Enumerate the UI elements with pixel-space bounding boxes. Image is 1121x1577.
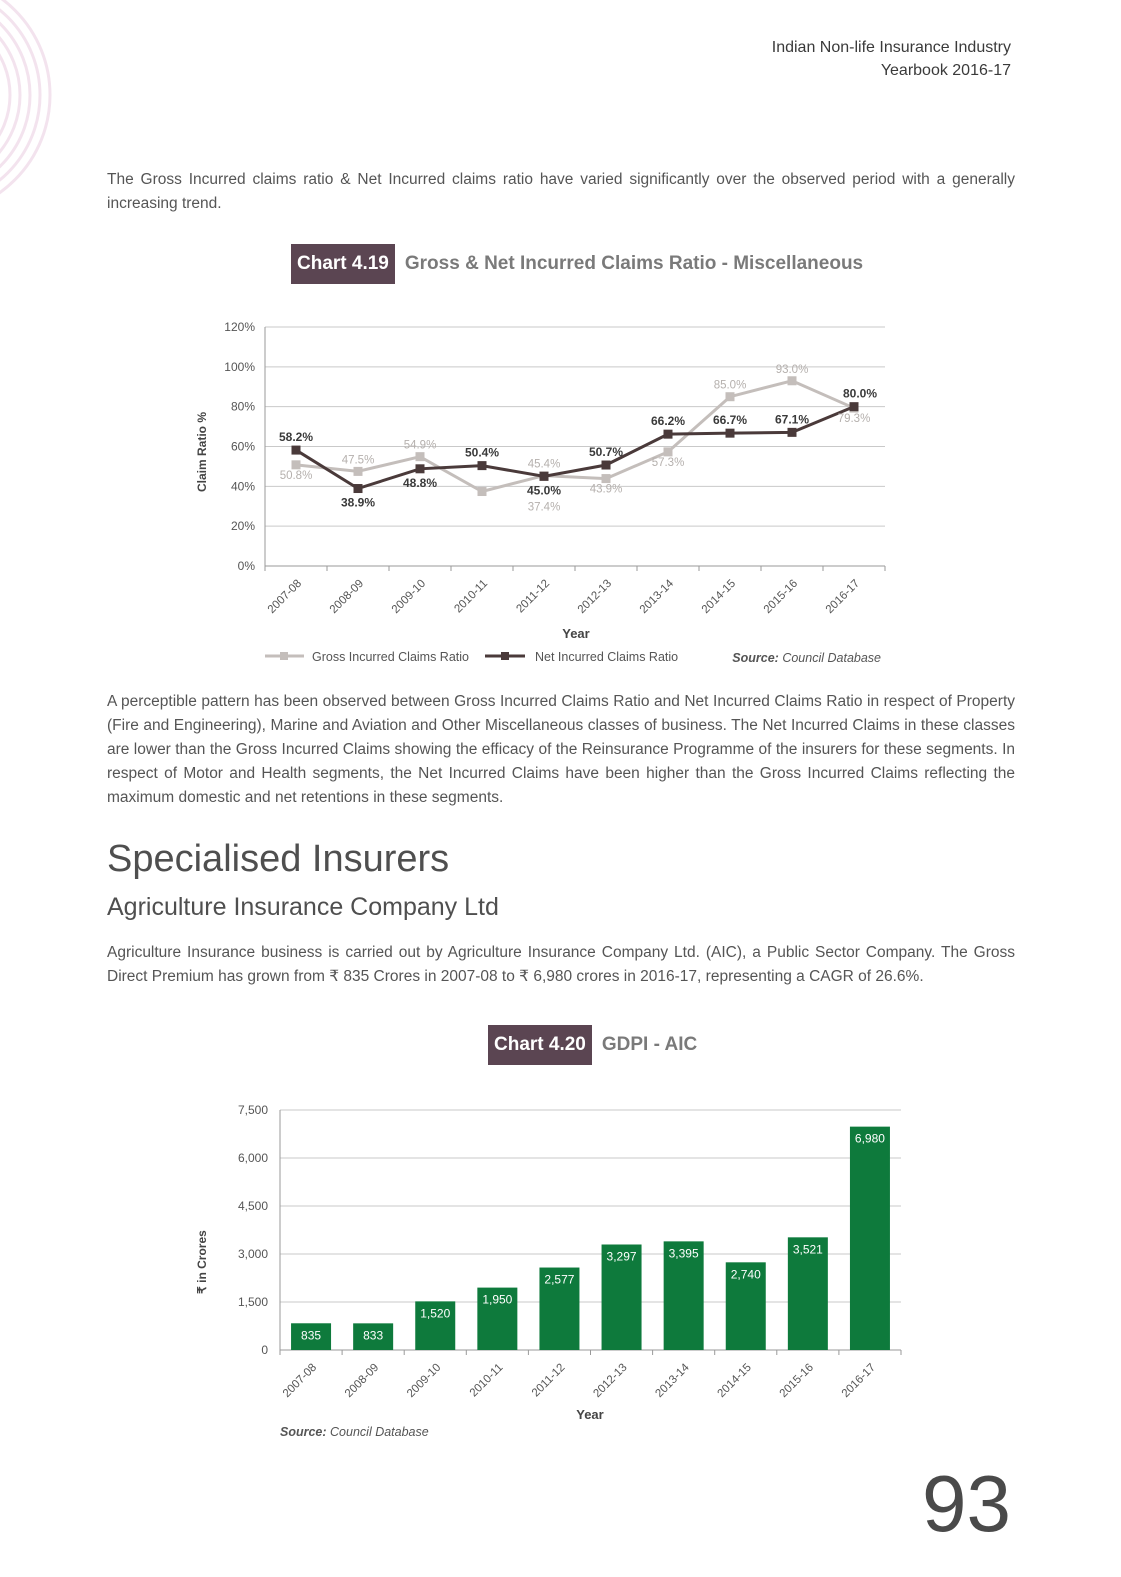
net-ratio-data-label: 50.7%	[588, 445, 624, 460]
chart1-legend	[265, 650, 678, 664]
net-ratio-data-label: 48.8%	[402, 475, 438, 490]
chart2-xtick-label: 2016-17	[839, 1361, 879, 1400]
legend-gross-label: Gross Incurred Claims Ratio	[312, 650, 469, 664]
gdpi-bar	[850, 1127, 890, 1350]
chart2-xtick-label: 2008-09	[342, 1361, 382, 1400]
chart2-xtick-label: 2009-10	[405, 1361, 444, 1400]
gdpi-bar-label: 1,950	[482, 1292, 513, 1307]
gross-ratio-point	[292, 460, 301, 469]
aic-paragraph: Agriculture Insurance business is carried out by Agriculture Insurance Company Ltd. (AIC), a Public Sector Company. The Gross Direct Premium has grown from ₹ 835 Crores in 2007-08 to ₹ 6,980 crores in 2016-17, representing a CAGR of 26.6%.	[107, 944, 1015, 985]
gross-ratio-point	[354, 467, 363, 476]
chart1-ytick-label: 120%	[224, 320, 255, 334]
gdpi-bar-label: 2,740	[730, 1267, 761, 1282]
gdpi-bar-label: 3,521	[792, 1242, 823, 1257]
chart2-xtick-label: 2014-15	[715, 1361, 754, 1400]
chart2-name: GDPI - AIC	[601, 1034, 698, 1055]
chart1-source: Source: Council Database	[732, 651, 881, 665]
chart2-badge: Chart 4.20	[488, 1025, 592, 1065]
gross-ratio-data-label: 85.0%	[713, 379, 747, 392]
chart1-xtick-label: 2015-16	[761, 577, 801, 616]
gross-ratio-data-label: 57.3%	[651, 456, 685, 469]
net-ratio-point	[478, 461, 487, 470]
chart1-xlabel: Year	[562, 626, 590, 641]
net-ratio-point	[602, 461, 611, 470]
net-ratio-data-label: 58.2%	[278, 430, 314, 445]
chart2-ytick-label: 6,000	[237, 1151, 268, 1165]
chart2-title	[488, 1025, 697, 1065]
net-ratio-point	[664, 430, 673, 439]
net-ratio-point	[292, 446, 301, 455]
chart1-xtick-label: 2014-15	[699, 577, 739, 616]
gross-ratio-point	[788, 376, 797, 385]
gdpi-aic-bar-chart	[0, 1090, 1121, 1450]
gross-ratio-point	[726, 392, 735, 401]
net-ratio-point	[540, 472, 549, 481]
gross-ratio-point	[478, 487, 487, 496]
net-ratio-data-label: 45.0%	[526, 483, 562, 498]
gross-ratio-data-label: 47.5%	[341, 454, 375, 467]
gross-ratio-data-label: 50.8%	[279, 469, 313, 482]
chart1-xtick-label: 2012-13	[575, 577, 615, 616]
middle-paragraph: A perceptible pattern has been observed between Gross Incurred Claims Ratio and Net Incurred Claims Ratio in respect of Property (Fire and Engineering), Marine and Aviation and Other Miscellaneous classes of business. The Net Incurred Claims in these classes are lower than the Gross Incurred Claims showing the efficacy of the Reinsurance Programme of the insurers for these segments. In respect of Motor and Health segments, the Net Incurred Claims have been higher than the Gross Incurred Claims reflecting the maximum domestic and net retentions in these segments.	[107, 693, 1015, 806]
chart1-badge: Chart 4.19	[291, 244, 395, 284]
net-ratio-point	[850, 402, 859, 411]
chart1-xtick-label: 2009-10	[389, 577, 429, 616]
gross-ratio-data-label: 45.4%	[527, 458, 561, 471]
chart2-xtick-label: 2015-16	[777, 1361, 816, 1400]
chart2-source: Source: Council Database	[280, 1425, 429, 1439]
net-ratio-data-label: 80.0%	[842, 386, 878, 401]
chart2-xtick-label: 2007-08	[280, 1361, 320, 1400]
chart1-xtick-label: 2016-17	[823, 577, 863, 616]
chart1-ytick-label: 80%	[230, 399, 255, 414]
chart1-ytick-label: 60%	[230, 439, 255, 454]
net-ratio-data-label: 66.2%	[650, 414, 686, 429]
gross-ratio-line	[296, 381, 854, 492]
chart1-ytick-label: 40%	[230, 479, 255, 494]
chart1-ytick-label: 0%	[237, 559, 255, 573]
gross-ratio-data-label: 54.9%	[403, 439, 437, 452]
chart2-xlabel: Year	[576, 1407, 604, 1422]
chart2-xtick-label: 2013-14	[653, 1361, 692, 1400]
gdpi-bar-label: 835	[301, 1328, 322, 1343]
decorative-arcs	[0, 0, 70, 230]
legend-net-label: Net Incurred Claims Ratio	[535, 650, 679, 664]
header-yearbook: Yearbook 2016-17	[880, 62, 1011, 79]
gdpi-bar-label: 1,520	[420, 1306, 451, 1321]
intro-paragraph: The Gross Incurred claims ratio & Net Incurred claims ratio have varied significantly over the observed period with a generally increasing trend.	[107, 171, 1015, 212]
chart2-xtick-label: 2010-11	[467, 1361, 506, 1400]
claims-ratio-line-chart	[0, 305, 1121, 685]
gdpi-bar-label: 833	[363, 1328, 384, 1343]
net-ratio-data-label: 67.1%	[774, 412, 810, 427]
chart2-ytick-label: 1,500	[237, 1295, 268, 1309]
chart1-name: Gross & Net Incurred Claims Ratio - Miscellaneous	[404, 253, 864, 274]
gdpi-bar-label: 2,577	[544, 1272, 575, 1287]
chart2-ylabel: ₹ in Crores	[195, 1230, 209, 1294]
chart2-ytick-label: 0	[261, 1343, 268, 1357]
section-title: Specialised Insurers	[107, 838, 450, 880]
chart2-xtick-label: 2011-12	[529, 1361, 568, 1400]
net-ratio-data-label: 38.9%	[340, 495, 376, 510]
chart1-ytick-label: 100%	[224, 359, 255, 374]
chart1-ylabel: Claim Ratio %	[195, 411, 209, 493]
net-ratio-point	[354, 484, 363, 493]
chart2-ytick-label: 3,000	[237, 1247, 268, 1261]
chart2-ytick-label: 7,500	[237, 1103, 268, 1117]
chart1-ytick-label: 20%	[230, 519, 255, 534]
page-number: 93	[922, 1459, 1011, 1548]
chart1-xtick-label: 2010-11	[452, 577, 491, 616]
header-publication: Indian Non-life Insurance Industry	[771, 39, 1011, 56]
gross-ratio-point	[664, 447, 673, 456]
gross-ratio-point	[416, 452, 425, 461]
gross-ratio-data-label: 37.4%	[527, 501, 561, 514]
gross-ratio-data-label: 43.9%	[589, 483, 623, 496]
subsection-title: Agriculture Insurance Company Ltd	[107, 893, 499, 921]
net-ratio-data-label: 50.4%	[464, 445, 500, 460]
gdpi-bar-label: 6,980	[854, 1131, 885, 1146]
chart1-xtick-label: 2008-09	[327, 577, 367, 616]
chart2-xtick-label: 2012-13	[591, 1361, 630, 1400]
net-ratio-point	[416, 464, 425, 473]
gross-ratio-data-label: 93.0%	[775, 363, 809, 376]
chart1-xtick-label: 2013-14	[637, 577, 677, 616]
net-ratio-point	[788, 428, 797, 437]
chart1-xtick-label: 2011-12	[514, 577, 553, 616]
chart2-ytick-label: 4,500	[237, 1199, 268, 1213]
gdpi-bar-label: 3,297	[606, 1249, 637, 1264]
net-ratio-data-label: 66.7%	[712, 413, 748, 428]
gross-ratio-point	[602, 474, 611, 483]
running-header	[772, 36, 1011, 82]
chart1-xtick-label: 2007-08	[265, 577, 305, 616]
chart1-title	[291, 244, 863, 284]
net-ratio-point	[726, 429, 735, 438]
gdpi-bar-label: 3,395	[668, 1246, 699, 1261]
gross-ratio-data-label: 79.3%	[837, 413, 871, 426]
